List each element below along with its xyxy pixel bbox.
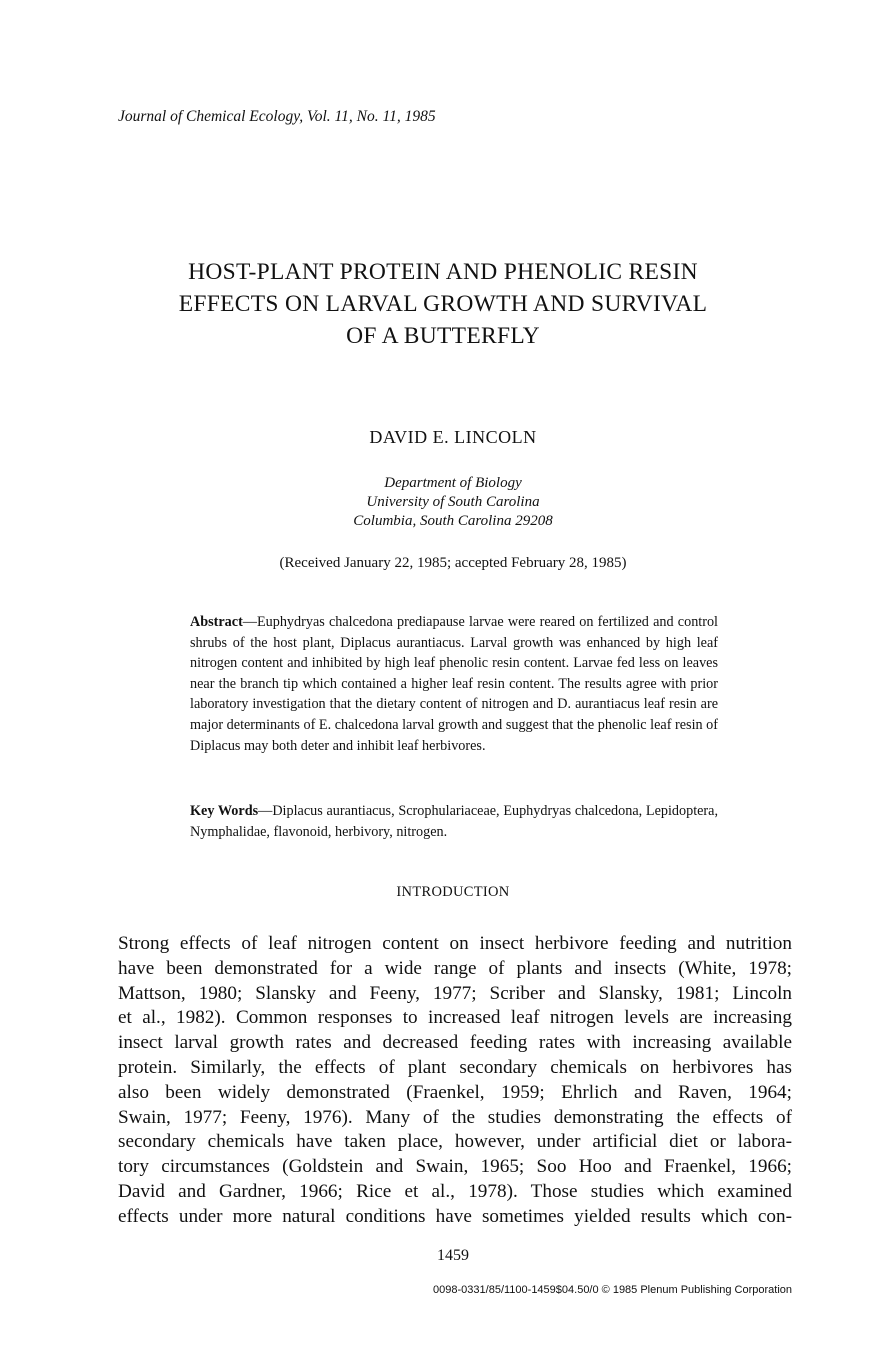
abstract-label: Abstract — [190, 614, 243, 630]
title-line-2: EFFECTS ON LARVAL GROWTH AND SURVIVAL — [178, 291, 708, 317]
introduction-heading: INTRODUCTION — [396, 884, 510, 900]
introduction-body — [118, 932, 792, 1230]
body-line: insect larval growth rates and decreased feeding rates with increasing available — [118, 1032, 792, 1054]
author-name: DAVID E. LINCOLN — [369, 427, 537, 447]
article-title — [0, 256, 886, 352]
title-line-3: OF A BUTTERFLY — [346, 323, 540, 349]
keywords — [190, 801, 718, 842]
page-number: 1459 — [437, 1247, 469, 1264]
body-line: secondary chemicals have taken place, however, under artificial diet or labora- — [118, 1131, 792, 1153]
journal-citation: Journal of Chemical Ecology, Vol. 11, No. 11, 1985 — [118, 108, 436, 125]
copyright-line: 0098-0331/85/1100-1459$04.50/0 © 1985 Plenum Publishing Corporation — [433, 1284, 792, 1296]
body-line: Swain, 1977; Feeny, 1976). Many of the studies demonstrating the effects of — [118, 1106, 792, 1128]
keywords-text: —Diplacus aurantiacus, Scrophulariaceae, Euphydryas chalcedona, Lepidoptera, Nymphalidae, flavonoid, herbivory, nitrogen. — [190, 803, 718, 840]
title-line-1: HOST-PLANT PROTEIN AND PHENOLIC RESIN — [188, 259, 698, 285]
body-line: Mattson, 1980; Slansky and Feeny, 1977; Scriber and Slansky, 1981; Lincoln — [118, 982, 792, 1004]
abstract-text: —Euphydryas chalcedona prediapause larvae were reared on fertilized and control shrubs of the host plant, Diplacus aurantiacus. Larval growth was enhanced by high leaf nitrogen content and inhibited by high leaf phenolic resin content. Larvae fed less on leaves near the branch tip which contained a higher leaf resin content. The results agree with prior laboratory investigation that the dietary content of nitrogen and D. aurantiacus leaf resin are major determinants of E. chalcedona larval growth and suggest that the phenolic leaf resin of Diplacus may both deter and inhibit leaf herbivores. — [190, 614, 718, 754]
affiliation-location: Columbia, South Carolina 29208 — [353, 513, 553, 529]
body-line: also been widely demonstrated (Fraenkel, 1959; Ehrlich and Raven, 1964; — [118, 1081, 792, 1103]
affiliation-department: Department of Biology — [384, 475, 522, 491]
body-line: have been demonstrated for a wide range of plants and insects (White, 1978; — [118, 957, 792, 979]
received-dates: (Received January 22, 1985; accepted February 28, 1985) — [279, 555, 627, 571]
body-line: et al., 1982). Common responses to increased leaf nitrogen levels are increasing — [118, 1007, 792, 1029]
affiliation — [0, 474, 886, 531]
affiliation-university: University of South Carolina — [366, 494, 540, 510]
body-line: protein. Similarly, the effects of plant secondary chemicals on herbivores has — [118, 1056, 792, 1078]
body-line: Strong effects of leaf nitrogen content on insect herbivore feeding and nutrition — [118, 933, 792, 954]
body-line: tory circumstances (Goldstein and Swain, 1965; Soo Hoo and Fraenkel, 1966; — [118, 1156, 792, 1178]
body-line: David and Gardner, 1966; Rice et al., 1978). Those studies which examined — [118, 1180, 792, 1202]
keywords-label: Key Words — [190, 803, 259, 819]
abstract — [190, 612, 718, 756]
body-line: effects under more natural conditions have sometimes yielded results which con- — [118, 1205, 792, 1227]
